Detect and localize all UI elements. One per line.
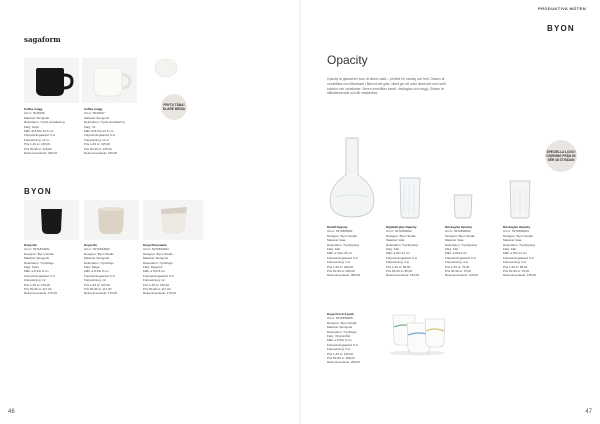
product-line: Pris 1-49 st: 126,00 (24, 282, 51, 287)
product-name: Karaff Opacity (327, 225, 348, 229)
page-gutter (299, 0, 301, 424)
product-line: Förpackningsantal: 6 st (84, 133, 116, 138)
product-line: Designer: Byon Studio (503, 233, 533, 238)
product-line: Rekommenderat: 179,00 (24, 291, 58, 296)
product-line: Pris 1-49 st: 299,00 (327, 264, 354, 269)
product-line: Färg: Vit (84, 124, 96, 129)
product-line: Mått: Ø 8,5/H 10,5 cm (24, 129, 54, 134)
promo-badge-text: PRYTA TÅNA! KLARE MEDIA (162, 103, 186, 111)
mug-top-image (146, 46, 186, 80)
product-line: Rekommenderat: 399,00 (327, 273, 361, 278)
product-line: Art.nr: 5271856002 (386, 229, 412, 234)
product-line: Pris 1-49 st: 199,00 (327, 351, 354, 356)
product-line: Dekoration: Tryck/gravyr (503, 242, 536, 247)
product-name: Dricksglas Opacity (503, 225, 531, 229)
product-line: Pris 50-99 st: 189,00 (327, 356, 355, 361)
byon-logo-right: BYON (547, 24, 575, 33)
product-photo-rosemarie-cup (143, 200, 203, 240)
product-info-tumbler (445, 225, 505, 278)
product-line: Pris 1-49 st: 126,00 (84, 282, 111, 287)
product-line: Dekoration: Tryck/gravyr (386, 242, 419, 247)
logo-badge (545, 140, 577, 172)
product-line: Förpackningsantal: 6 st (84, 273, 116, 278)
product-line: Pris 50-99 st: 117,00 (84, 287, 112, 292)
product-line: Material: Stengods (84, 115, 110, 120)
product-line: Material: Stengods (327, 325, 353, 330)
product-info-3 (24, 243, 84, 296)
product-line: Art.nr: 5271834002 (84, 247, 110, 252)
product-line: Förpackningsantal: 6 st (24, 273, 56, 278)
product-photo-beige-cup (84, 200, 139, 240)
product-line: Förpackning: 12 st (24, 137, 49, 142)
product-name: Kopp Rosemarie (143, 243, 167, 247)
product-line: Designer: Byon Studio (386, 233, 416, 238)
product-line: Rekommenderat: 129,00 (386, 273, 420, 278)
product-line: Pris 50-99 st: 117,00 (143, 287, 171, 292)
product-photo-black-mug (24, 58, 79, 103)
product-line: Förpackning: 12 (84, 278, 106, 283)
black-cup-image (24, 200, 79, 240)
page-number-left: 46 (8, 409, 15, 415)
product-line: Rekommenderat: 179,00 (84, 291, 118, 296)
product-line: Pris 1-49 st: 85,00 (503, 264, 528, 269)
product-line: Färg: Svart (24, 124, 39, 129)
product-line: Pris 50-99 st: 85,00 (386, 269, 413, 274)
section-tag: PRODUKTIVA MÖTEN (538, 6, 586, 11)
product-line: Förpackning: 4 st (503, 260, 527, 265)
product-line: Rekommenderat: 179,00 (143, 291, 177, 296)
product-line: Material: Stengods (143, 256, 169, 261)
product-line: Designer: Byon Studio (84, 251, 114, 256)
product-line: Förpackning: 12 (24, 278, 46, 283)
product-line: Förpackning: 4 st (386, 260, 410, 265)
page-title: Opacity (327, 53, 368, 67)
product-info-highball (386, 225, 446, 278)
product-line: Pris 50-99 st: 79,00 (503, 269, 530, 274)
product-line: Rekommenderat: 199,00 (84, 151, 118, 156)
white-mug-image (82, 58, 137, 103)
product-line: Material: Glas (445, 238, 464, 243)
product-photo-mug-top (146, 46, 186, 80)
rosemarie-cup-image (143, 200, 203, 240)
product-info-5 (143, 243, 203, 296)
product-line: Designer: Byon Studio (327, 233, 357, 238)
product-line: Förpackningsantal: 6 st (327, 255, 359, 260)
product-info-2 (84, 107, 144, 155)
product-line: Färg: Klar (503, 247, 517, 252)
product-line: Designer: Byon Studio (445, 233, 475, 238)
product-line: Dekoration: Tryck/ emballering (24, 120, 65, 125)
product-line: Mått: ø 8/H 12 cm (503, 251, 527, 256)
product-line: Färg: Beige/vit (143, 265, 163, 270)
intro-text: Opacity är glasserien som är skönt rustik – perfekt för vardag och fest. Glasen är munblåsta och tillverkade i återvunnet glas, vilket ger ett unikt utseende med små bubblor och variationer. Serien innehåller karaff, dricksglas och mugg. Glasen är välbalanserade och tål maskindisk. (327, 77, 446, 96)
product-line: Mått: ø 8,5/H 9 cm (327, 338, 352, 343)
sagaform-logo: sagaform (24, 35, 61, 44)
product-line: Art.nr: 5018196 (24, 111, 45, 116)
product-line: Pris 50-99 st: 125,00 (24, 146, 52, 151)
product-line: Mått: ø 9/H 8 cm (143, 269, 166, 274)
product-line: Förpackning: 1 st (327, 260, 351, 265)
product-line: Material: Glas (386, 238, 405, 243)
highball-glass-image (392, 175, 426, 220)
product-line: Färg: Beige (84, 265, 100, 270)
product-line: Förpackningsantal: 6 st (143, 273, 175, 278)
product-line: Dekoration: Tryck/logo (24, 260, 54, 265)
product-line: Dekoration: Tryck/gravyr (327, 242, 360, 247)
fresh-cups-image (385, 305, 450, 357)
product-line: Designer: Byon Studio (24, 251, 54, 256)
product-line: Art.nr: 5271834001 (24, 247, 50, 252)
product-line: Färg: Vit/grön/blå (327, 334, 350, 339)
byon-logo-left: BYON (24, 187, 52, 196)
product-line: Dekoration: Tryck/ emballering (84, 120, 125, 125)
product-line: Förpackning: 3 st (327, 347, 351, 352)
product-line: Färg: Svart (24, 265, 39, 270)
product-line: Pris 1-49 st: 89,00 (386, 264, 411, 269)
product-line: Färg: Klar (386, 247, 400, 252)
product-line: Designer: Byon Studio (327, 320, 357, 325)
product-line: Förpackning: 12 (143, 278, 165, 283)
product-line: Färg: Klar (327, 247, 341, 252)
product-line: Art.nr: 5271856004 (503, 229, 529, 234)
product-line: Mått: ø 8/H 9 cm (445, 251, 468, 256)
product-line: Rekommenderat: 119,00 (445, 273, 478, 278)
product-line: Pris 50-99 st: 125,00 (84, 146, 112, 151)
product-line: Mått: ø 8,3/H 8 cm (24, 269, 49, 274)
product-line: Färg: Klar (445, 247, 459, 252)
product-name: Coffee mugg (84, 107, 103, 111)
product-name: Kopp Ida (24, 243, 37, 247)
product-line: Material: Stengods (84, 256, 110, 261)
product-line: Pris 1-49 st: 135,00 (84, 142, 111, 147)
tall-tumbler-image (503, 178, 537, 220)
product-line: Art.nr: 5271856003 (445, 229, 471, 234)
product-line: Förpackningsantal: 6 st (503, 255, 535, 260)
product-line: Dekoration: Tryck/gravyr (445, 242, 478, 247)
product-info-carafe (327, 225, 387, 278)
product-line: Pris 1-49 st: 135,00 (24, 142, 51, 147)
product-line: Förpackning: 12 st (84, 137, 109, 142)
product-line: Förpackningsantal: 6 st (24, 133, 56, 138)
product-line: Material: Glas (503, 238, 522, 243)
product-photo-black-cup (24, 200, 79, 240)
product-line: Material: Stengods (24, 115, 50, 120)
page-number-right: 47 (585, 409, 592, 415)
product-name: Kopp Fresh 3-pack (327, 312, 355, 316)
tumbler-glass-image (448, 192, 478, 220)
product-photo-white-mug (82, 58, 137, 103)
product-info-1 (24, 107, 84, 155)
product-line: Dekoration: Tryck/logo (327, 329, 357, 334)
product-line: Rekommenderat: 199,00 (24, 151, 58, 156)
product-line: Designer: Byon Studio (143, 251, 173, 256)
product-line: Dekoration: Tryck/logo (143, 260, 173, 265)
product-line: Material: Glas (327, 238, 346, 243)
product-line: Pris 1-49 st: 126,00 (143, 282, 170, 287)
product-name: Kopp Ida (84, 243, 97, 247)
product-name: Highball glas Opacity (386, 225, 417, 229)
logo-badge-text: SPECIELLA LOGO! GÖRNING FRÅN 80 SÉR 48 ST/SIDAN (546, 150, 576, 162)
product-info-4 (84, 243, 144, 296)
product-line: Material: Stengods (24, 256, 50, 261)
product-line: Pris 50-99 st: 117,00 (24, 287, 52, 292)
product-info-fresh-cups (327, 312, 387, 365)
product-line: Rekommenderat: 299,00 (327, 360, 361, 365)
product-line: Art.nr: 5271856001 (327, 229, 353, 234)
product-name: Coffee mugg (24, 107, 43, 111)
product-name: Dricksglas Opacity (445, 225, 473, 229)
product-line: Förpackningsantal: 6 st (327, 342, 359, 347)
beige-cup-image (84, 200, 139, 240)
promo-badge (161, 94, 187, 120)
product-line: Mått: ø 8,3/H 8 cm (84, 269, 109, 274)
product-line: Pris 1-49 st: 79,00 (445, 264, 470, 269)
product-line: Rekommenderat: 125,00 (503, 273, 537, 278)
product-line: Pris 50-99 st: 75,00 (445, 269, 472, 274)
product-line: Mått: ø 8/H 12 cm (386, 251, 410, 256)
product-line: Mått: Ø 8,5/H 10,5 cm (84, 129, 114, 134)
product-line: Art.nr: 5271834004 (143, 247, 169, 252)
product-line: Pris 50-99 st: 289,00 (327, 269, 355, 274)
product-line: Mått: ø 11/H 26 cm (327, 251, 353, 256)
product-line: Art.nr: 5018197 (84, 111, 105, 116)
carafe-image (322, 135, 382, 220)
product-line: Dekoration: Tryck/logo (84, 260, 114, 265)
product-line: Förpackning: 4 st (445, 260, 469, 265)
product-line: Art.nr: 5271856005 (327, 316, 353, 321)
product-line: Förpackningsantal: 6 st (386, 255, 418, 260)
product-line: Förpackningsantal: 6 st (445, 255, 477, 260)
black-mug-image (24, 58, 79, 103)
product-info-tall-tumbler (503, 225, 563, 278)
